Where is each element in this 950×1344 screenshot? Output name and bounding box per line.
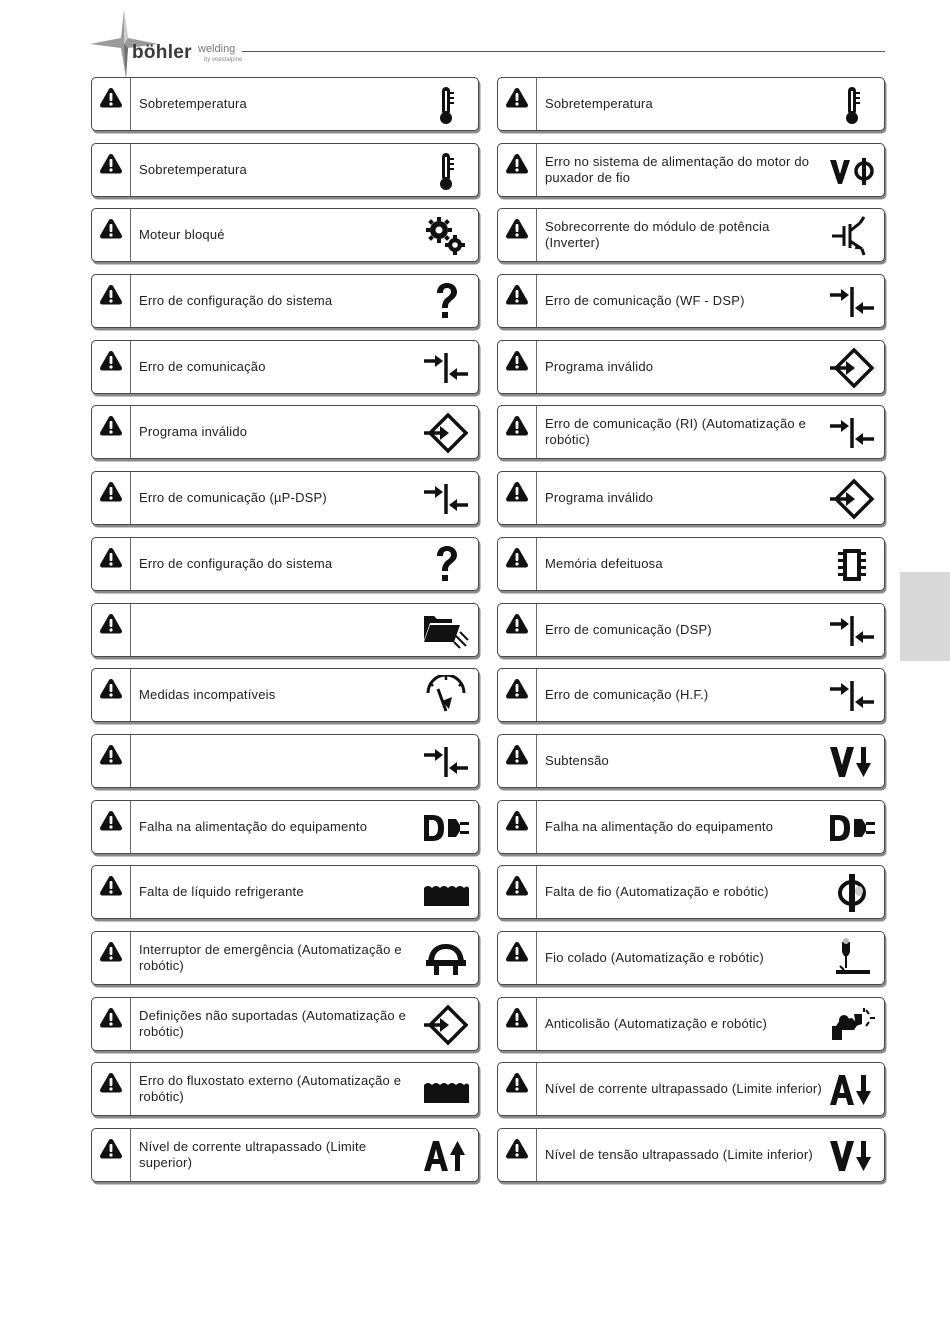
coolant-icon <box>422 1069 470 1111</box>
alarm-grid <box>91 77 885 1194</box>
warning-icon <box>99 1072 123 1094</box>
alarm-row <box>91 1062 885 1116</box>
alarm-card-left <box>91 143 479 197</box>
alarm-label: Nível de corrente ultrapassado (Limite superior) <box>139 1139 367 1170</box>
card-divider <box>130 144 131 196</box>
alarm-label: Programa inválido <box>545 358 654 374</box>
question-icon <box>422 281 470 323</box>
card-divider <box>130 735 131 787</box>
alarm-card-left <box>91 734 479 788</box>
warning-icon <box>99 1138 123 1160</box>
communication-icon <box>422 347 470 389</box>
alarm-label: Sobretemperatura <box>139 161 247 177</box>
alarm-card-left <box>91 340 479 394</box>
alarm-card-left <box>91 274 479 328</box>
card-divider <box>130 866 131 918</box>
thermometer-icon <box>422 150 470 192</box>
alarm-row <box>91 274 885 328</box>
alarm-row <box>91 143 885 197</box>
alarm-card-left <box>91 1128 479 1182</box>
alarm-label: Erro no sistema de alimentação do motor do puxador de fio <box>545 153 810 185</box>
warning-icon <box>99 481 123 503</box>
memory-chip-icon <box>828 544 876 586</box>
undervoltage-icon <box>828 1135 876 1177</box>
current-low-icon <box>828 1069 876 1111</box>
card-divider <box>536 669 537 721</box>
coolant-icon <box>422 872 470 914</box>
program-icon <box>828 478 876 520</box>
card-divider <box>536 144 537 196</box>
card-divider <box>536 538 537 590</box>
alarm-label: Nível de corrente ultrapassado (Limite inferior) <box>545 1081 822 1097</box>
alarm-label: Memória defeituosa <box>545 555 663 571</box>
thermometer-icon <box>828 84 876 126</box>
alarm-card-left <box>91 865 479 919</box>
igbt-icon <box>828 215 876 257</box>
alarm-card-right <box>497 1062 885 1116</box>
alarm-label: Anticolisão (Automatização e robótic) <box>545 1015 768 1031</box>
alarm-card-left <box>91 997 479 1051</box>
warning-icon <box>99 415 123 437</box>
alarm-label: Falha na alimentação do equipamento <box>139 818 368 834</box>
alarm-row <box>91 405 885 459</box>
card-divider <box>536 209 537 261</box>
communication-icon <box>828 675 876 717</box>
alarm-label: Erro de comunicação (WF - DSP) <box>545 293 745 309</box>
alarm-card-left <box>91 537 479 591</box>
alarm-card-left <box>91 800 479 854</box>
card-divider <box>130 1063 131 1115</box>
card-divider <box>536 78 537 130</box>
alarm-label: Subtensão <box>545 752 609 768</box>
alarm-card-left <box>91 1062 479 1116</box>
program-icon <box>422 412 470 454</box>
alarm-row <box>91 603 885 657</box>
alarm-row <box>91 800 885 854</box>
warning-icon <box>505 613 529 635</box>
program-icon <box>828 347 876 389</box>
card-divider <box>536 341 537 393</box>
alarm-card-right <box>497 1128 885 1182</box>
alarm-card-right <box>497 603 885 657</box>
voltage-phase-icon <box>828 150 876 192</box>
alarm-card-left <box>91 208 479 262</box>
card-divider <box>536 406 537 458</box>
alarm-label: Medidas incompatíveis <box>139 687 276 703</box>
alarm-label: Falha na alimentação do equipamento <box>545 818 774 834</box>
alarm-label: Programa inválido <box>545 490 654 506</box>
warning-icon <box>99 744 123 766</box>
alarm-row <box>91 77 885 131</box>
alarm-row <box>91 471 885 525</box>
warning-icon <box>99 350 123 372</box>
warning-icon <box>505 481 529 503</box>
alarm-card-right <box>497 274 885 328</box>
alarm-card-right <box>497 997 885 1051</box>
folder-icon <box>422 610 470 652</box>
alarm-label: Definições não suportadas (Automatização e robótic) <box>139 1007 407 1039</box>
alarm-row <box>91 208 885 262</box>
alarm-card-left <box>91 931 479 985</box>
alarm-row <box>91 997 885 1051</box>
warning-icon <box>505 1072 529 1094</box>
card-divider <box>130 538 131 590</box>
warning-icon <box>505 284 529 306</box>
gears-icon <box>422 215 470 257</box>
card-divider <box>130 604 131 656</box>
alarm-label: Erro de comunicação (H.F.) <box>545 687 709 703</box>
alarm-label: Erro de comunicação (DSP) <box>545 621 712 637</box>
warning-icon <box>99 153 123 175</box>
bohler-logo <box>88 8 248 78</box>
warning-icon <box>505 547 529 569</box>
communication-icon <box>828 610 876 652</box>
alarm-label: Sobretemperatura <box>545 96 653 111</box>
alarm-label: Interruptor de emergência (Automatização e robótic) <box>139 941 402 973</box>
alarm-row <box>91 734 885 788</box>
alarm-card-right <box>497 931 885 985</box>
warning-icon <box>505 810 529 832</box>
warning-icon <box>99 87 123 109</box>
card-divider <box>536 275 537 327</box>
alarm-label <box>139 735 416 787</box>
card-divider <box>130 209 131 261</box>
alarm-label: Erro de configuração do sistema <box>139 555 333 571</box>
warning-icon <box>505 415 529 437</box>
communication-icon <box>422 478 470 520</box>
logo-tagline: by voestalpine <box>204 57 243 63</box>
warning-icon <box>99 613 123 635</box>
communication-icon <box>828 412 876 454</box>
wire-spool-icon <box>828 872 876 914</box>
card-divider <box>536 866 537 918</box>
warning-icon <box>505 941 529 963</box>
card-divider <box>130 1129 131 1181</box>
alarm-label: Nível de tensão ultrapassado (Limite inferior) <box>545 1147 813 1162</box>
alarm-card-right <box>497 865 885 919</box>
card-divider <box>536 1129 537 1181</box>
alarm-row <box>91 537 885 591</box>
card-divider <box>130 932 131 984</box>
warning-icon <box>505 1138 529 1160</box>
card-divider <box>130 472 131 524</box>
thermometer-icon <box>422 84 470 126</box>
card-divider <box>130 801 131 853</box>
plug-icon <box>422 807 470 849</box>
alarm-card-right <box>497 143 885 197</box>
alarm-label: Sobretemperatura <box>139 96 247 111</box>
plug-icon <box>828 807 876 849</box>
alarm-label: Programa inválido <box>139 424 248 440</box>
alarm-label: Falta de fio (Automatização e robótic) <box>545 884 769 900</box>
warning-icon <box>505 1007 529 1029</box>
card-divider <box>536 932 537 984</box>
logo-brand: böhler <box>132 42 192 63</box>
alarm-card-left <box>91 668 479 722</box>
card-divider <box>130 406 131 458</box>
alarm-label: Erro de configuração do sistema <box>139 293 333 309</box>
alarm-row <box>91 668 885 722</box>
alarm-row <box>91 340 885 394</box>
robot-collision-icon <box>828 1004 876 1046</box>
alarm-card-right <box>497 800 885 854</box>
program-icon <box>422 1004 470 1046</box>
alarm-card-left <box>91 471 479 525</box>
warning-icon <box>99 941 123 963</box>
alarm-card-left <box>91 603 479 657</box>
alarm-label: Fio colado (Automatização e robótic) <box>545 949 764 965</box>
header-rule <box>242 51 885 52</box>
gauge-icon <box>422 675 470 717</box>
alarm-row <box>91 1128 885 1182</box>
warning-icon <box>505 87 529 109</box>
warning-icon <box>99 810 123 832</box>
card-divider <box>130 998 131 1050</box>
alarm-card-right <box>497 734 885 788</box>
warning-icon <box>99 678 123 700</box>
alarm-card-right <box>497 77 885 131</box>
card-divider <box>130 341 131 393</box>
undervoltage-icon <box>828 741 876 783</box>
warning-icon <box>99 284 123 306</box>
wire-stuck-icon <box>828 938 876 980</box>
communication-icon <box>828 281 876 323</box>
current-high-icon <box>422 1135 470 1177</box>
logo-sub: welding <box>198 43 236 55</box>
card-divider <box>130 78 131 130</box>
alarm-card-right <box>497 668 885 722</box>
warning-icon <box>505 350 529 372</box>
warning-icon <box>99 1007 123 1029</box>
card-divider <box>536 1063 537 1115</box>
alarm-row <box>91 865 885 919</box>
alarm-label: Falta de líquido refrigerante <box>139 884 304 900</box>
warning-icon <box>505 744 529 766</box>
alarm-label: Erro de comunicação <box>139 358 266 374</box>
alarm-label: Moteur bloqué <box>139 227 225 243</box>
alarm-card-right <box>497 340 885 394</box>
alarm-card-right <box>497 405 885 459</box>
alarm-card-right <box>497 537 885 591</box>
card-divider <box>536 735 537 787</box>
alarm-row <box>91 931 885 985</box>
communication-icon <box>422 741 470 783</box>
card-divider <box>536 472 537 524</box>
card-divider <box>536 998 537 1050</box>
card-divider <box>130 275 131 327</box>
warning-icon <box>505 678 529 700</box>
section-tab <box>900 572 950 661</box>
emergency-stop-icon <box>422 938 470 980</box>
alarm-label: Erro de comunicação (µP-DSP) <box>139 490 327 506</box>
alarm-label: Erro de comunicação (RI) (Automatização e robótic) <box>545 416 807 448</box>
alarm-label <box>139 604 416 656</box>
warning-icon <box>505 875 529 897</box>
warning-icon <box>505 218 529 240</box>
warning-icon <box>99 218 123 240</box>
card-divider <box>130 669 131 721</box>
card-divider <box>536 801 537 853</box>
warning-icon <box>99 875 123 897</box>
alarm-label: Erro do fluxostato externo (Automatização e robótic) <box>139 1073 402 1105</box>
alarm-label: Sobrecorrente do módulo de potência (Inverter) <box>545 219 770 251</box>
card-divider <box>536 604 537 656</box>
alarm-card-left <box>91 405 479 459</box>
alarm-card-right <box>497 208 885 262</box>
alarm-card-right <box>497 471 885 525</box>
warning-icon <box>99 547 123 569</box>
question-icon <box>422 544 470 586</box>
warning-icon <box>505 153 529 175</box>
alarm-card-left <box>91 77 479 131</box>
